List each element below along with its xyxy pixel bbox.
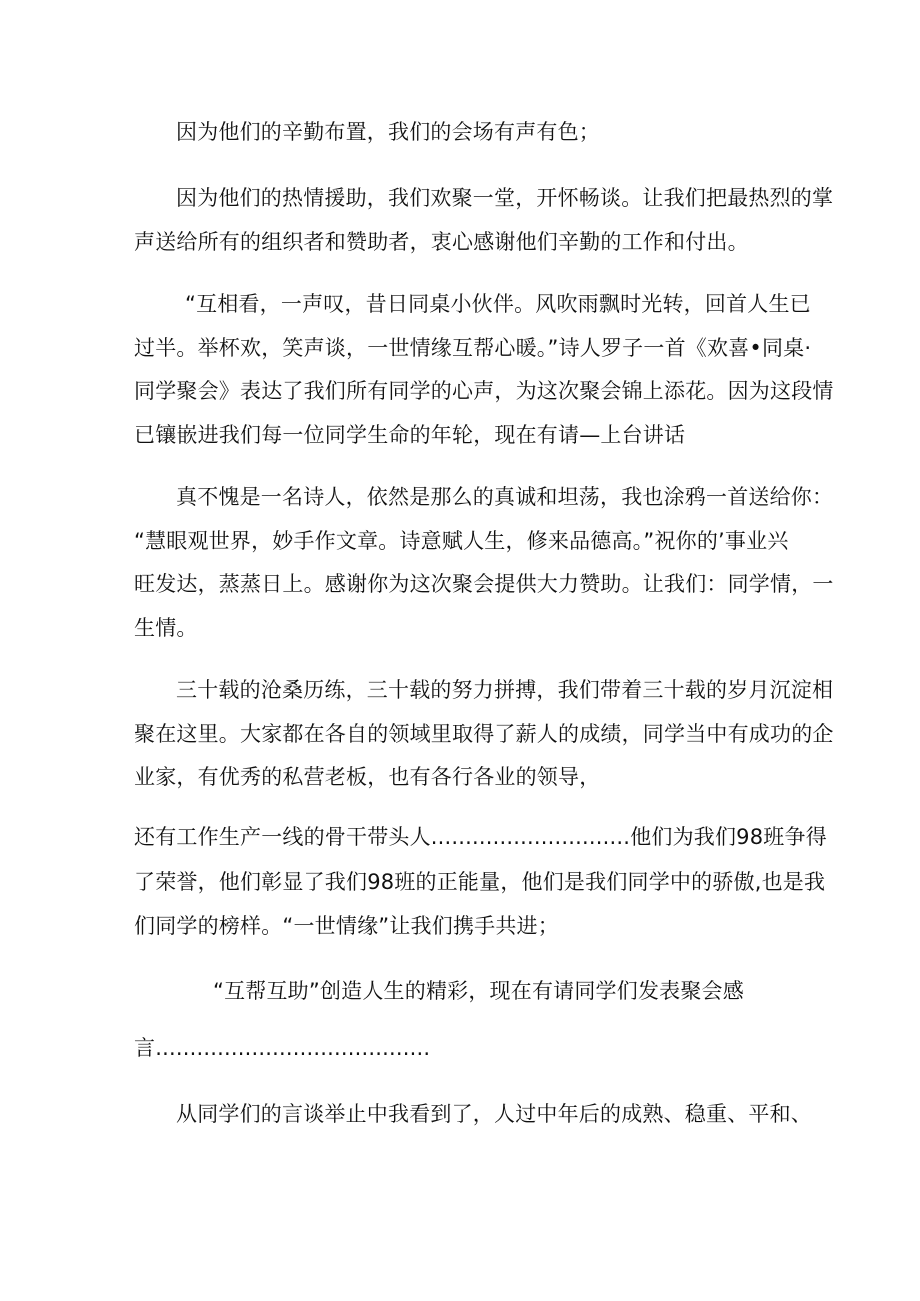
text-line: 三十载的沧桑历练，三十载的努力拼搏，我们带着三十载的岁月沉淀相: [176, 678, 834, 702]
text-line: 从同学们的言谈举止中我看到了，人过中年后的成熟、稳重、平和、: [176, 1102, 812, 1126]
text-line: 旺发达，蒸蒸日上。感谢你为这次聚会提供大力赞助。让我们：同学情，一: [134, 572, 834, 596]
text-line: 还有工作生产一线的骨干带头人.............................他们为我们98班争得: [134, 825, 827, 849]
text-line: 因为他们的辛勤布置，我们的会场有声有色；: [176, 120, 600, 144]
text-line: 言........................................: [134, 1036, 431, 1060]
text-line: “慧眼观世界，妙手作文章。诗意赋人生，修来品德高。”祝你的’事业兴: [134, 529, 789, 553]
text-line: 们同学的榜样。“一世情缘”让我们携手共进；: [134, 914, 559, 938]
text-line: 声送给所有的组织者和赞助者，衷心感谢他们辛勤的工作和付出。: [134, 230, 749, 254]
text-line: “互相看，一声叹，昔日同桌小伙伴。风吹雨飘时光转，回首人生已: [185, 292, 811, 316]
text-line: 业家，有优秀的私营老板，也有各行各业的领导，: [134, 765, 601, 789]
text-line: 了荣誉，他们彰显了我们98班的正能量，他们是我们同学中的骄傲,也是我: [134, 870, 826, 894]
text-line: 已镶嵌进我们每一位同学生命的年轮，现在有请—上台讲话: [134, 423, 686, 447]
text-line: 真不愧是一名诗人，依然是那么的真诚和坦荡，我也涂鸦一首送给你：: [176, 485, 834, 509]
text-line: 过半。举杯欢，笑声谈，一世情缘互帮心暖。”诗人罗子一首《欢喜•同桌·: [134, 336, 812, 360]
text-line: 聚在这里。大家都在各自的领域里取得了薪人的成绩，同学当中有成功的企: [134, 722, 834, 746]
text-line: 生情。: [134, 616, 198, 640]
text-line: 因为他们的热情援助，我们欢聚一堂，开怀畅谈。让我们把最热烈的掌: [176, 186, 834, 210]
text-line: 同学聚会》表达了我们所有同学的心声，为这次聚会锦上添花。因为这段情: [134, 379, 834, 403]
text-line: “互帮互助”创造人生的精彩，现在有请同学们发表聚会感: [213, 979, 744, 1003]
